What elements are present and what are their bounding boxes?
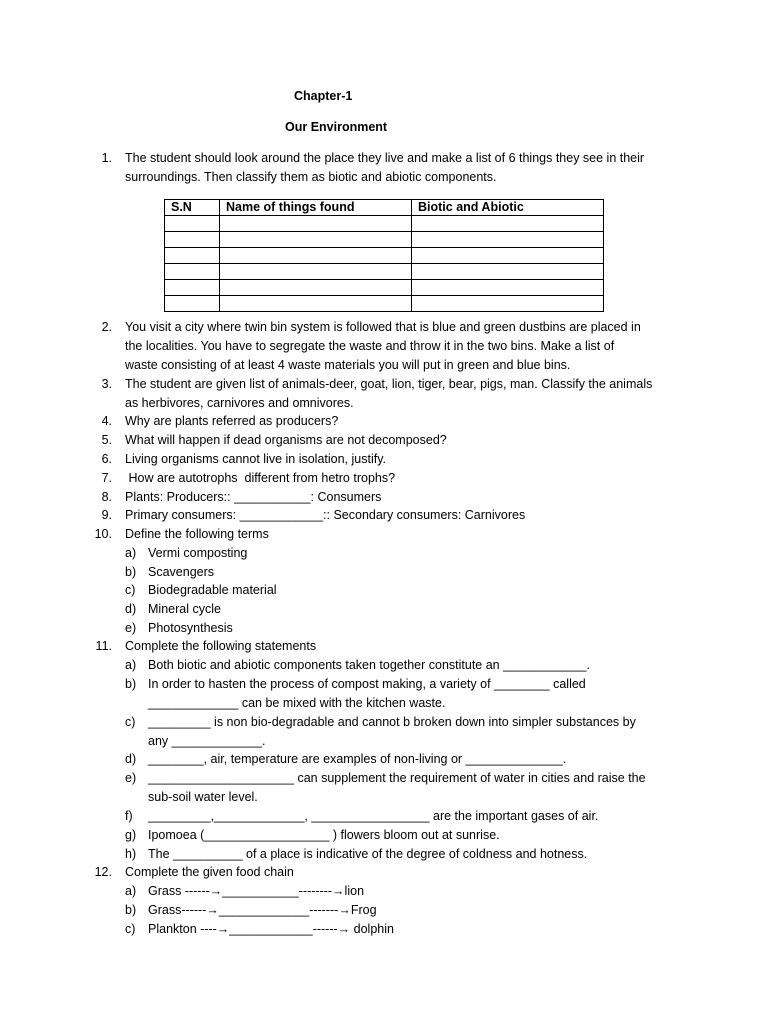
item-text: any _____________. xyxy=(148,734,266,748)
question-number: 3. xyxy=(101,377,112,391)
item-text: Ipomoea (__________________ ) flowers bloom out at sunrise. xyxy=(148,828,500,842)
table-cell[interactable] xyxy=(165,264,220,280)
question-text: Plants: Producers:: ___________: Consumers xyxy=(125,490,382,504)
table-cell[interactable] xyxy=(412,264,604,280)
table-cell[interactable] xyxy=(220,264,412,280)
table-cell[interactable] xyxy=(165,296,220,312)
table-row xyxy=(165,232,604,248)
table-cell[interactable] xyxy=(412,232,604,248)
item-letter: a) xyxy=(125,546,137,560)
question-text: surroundings. Then classify them as biotic and abiotic components. xyxy=(125,170,497,184)
question-text: as herbivores, carnivores and omnivores. xyxy=(125,396,354,410)
question-text: Primary consumers: ____________:: Secondary consumers: Carnivores xyxy=(125,508,526,522)
item-letter: e) xyxy=(125,621,137,635)
item-letter: h) xyxy=(125,847,137,861)
question-text: You visit a city where twin bin system is followed that is blue and green dustbins are placed in xyxy=(125,320,641,334)
item-letter: a) xyxy=(125,884,137,898)
item-letter: c) xyxy=(125,715,136,729)
question-text: Define the following terms xyxy=(125,527,269,541)
table-row xyxy=(165,264,604,280)
item-text: _____________________ can supplement the requirement of water in cities and raise the xyxy=(148,771,646,785)
table-header-cell: S.N xyxy=(165,200,220,216)
table-cell[interactable] xyxy=(412,248,604,264)
food-chain-text: Grass ------→___________--------→lion xyxy=(148,884,365,898)
item-text: _________ is non bio-degradable and cannot b broken down into simpler substances by xyxy=(148,715,636,729)
item-text: _____________ can be mixed with the kitchen waste. xyxy=(148,696,446,710)
things-table xyxy=(164,199,604,312)
table-header-row xyxy=(165,200,604,216)
question-number: 12. xyxy=(94,865,112,879)
question-text: the localities. You have to segregate the waste and throw it in the two bins. Make a list of xyxy=(125,339,615,353)
table-row xyxy=(165,216,604,232)
chapter-title: Chapter-1 xyxy=(294,89,353,103)
item-text: The __________ of a place is indicative of the degree of coldness and hotness. xyxy=(148,847,588,861)
table-cell[interactable] xyxy=(220,232,412,248)
item-text: Scavengers xyxy=(148,565,215,579)
item-text: Photosynthesis xyxy=(148,621,233,635)
item-text: ________, air, temperature are examples of non-living or ______________. xyxy=(148,752,567,766)
item-text: Mineral cycle xyxy=(148,602,221,616)
item-letter: d) xyxy=(125,602,137,616)
item-text: sub-soil water level. xyxy=(148,790,258,804)
question-text: The student should look around the place they live and make a list of 6 things they see in their xyxy=(125,151,645,165)
item-text: In order to hasten the process of compost making, a variety of ________ called xyxy=(148,677,586,691)
question-text: Living organisms cannot live in isolation, justify. xyxy=(125,452,387,466)
item-text: Biodegradable material xyxy=(148,583,277,597)
question-number: 4. xyxy=(101,414,112,428)
item-letter: b) xyxy=(125,565,137,579)
table-cell[interactable] xyxy=(165,216,220,232)
food-chain-text: Grass------→_____________-------→Frog xyxy=(148,903,377,917)
item-letter: g) xyxy=(125,828,137,842)
question-number: 2. xyxy=(101,320,112,334)
item-letter: b) xyxy=(125,677,137,691)
item-letter: c) xyxy=(125,583,136,597)
food-chain-text: Plankton ----→____________------→ dolphin xyxy=(148,922,394,936)
item-text: Both biotic and abiotic components taken together constitute an ____________. xyxy=(148,658,590,672)
question-number: 11. xyxy=(95,639,112,653)
question-number: 5. xyxy=(101,433,112,447)
question-number: 10. xyxy=(94,527,112,541)
question-text: The student are given list of animals-deer, goat, lion, tiger, bear, pigs, man. Classify the animals xyxy=(125,377,653,391)
item-letter: c) xyxy=(125,922,136,936)
question-text: How are autotrophs different from hetro trophs? xyxy=(125,471,396,485)
question-text: Complete the following statements xyxy=(125,639,317,653)
table-row xyxy=(165,280,604,296)
table-cell[interactable] xyxy=(220,216,412,232)
question-number: 8. xyxy=(101,490,112,504)
item-letter: b) xyxy=(125,903,137,917)
question-number: 1. xyxy=(101,151,112,165)
question-text: waste consisting of at least 4 waste materials you will put in green and blue bins. xyxy=(125,358,571,372)
question-number: 6. xyxy=(101,452,112,466)
item-letter: d) xyxy=(125,752,137,766)
table-cell[interactable] xyxy=(220,248,412,264)
table-row xyxy=(165,248,604,264)
table-cell[interactable] xyxy=(165,248,220,264)
item-letter: e) xyxy=(125,771,137,785)
table-cell[interactable] xyxy=(165,280,220,296)
item-text: Vermi composting xyxy=(148,546,248,560)
table-cell[interactable] xyxy=(220,296,412,312)
item-letter: f) xyxy=(125,809,133,823)
table-cell[interactable] xyxy=(220,280,412,296)
item-letter: a) xyxy=(125,658,137,672)
chapter-subtitle: Our Environment xyxy=(285,120,388,134)
table-cell[interactable] xyxy=(412,216,604,232)
question-text: Why are plants referred as producers? xyxy=(125,414,339,428)
question-text: Complete the given food chain xyxy=(125,865,294,879)
item-text: _________,_____________, _________________ are the important gases of air. xyxy=(148,809,599,823)
table-header-cell: Biotic and Abiotic xyxy=(412,200,604,216)
question-text: What will happen if dead organisms are not decomposed? xyxy=(125,433,447,447)
question-number: 9. xyxy=(101,508,112,522)
table-header-cell: Name of things found xyxy=(220,200,412,216)
table-row xyxy=(165,296,604,312)
table-cell[interactable] xyxy=(165,232,220,248)
table-cell[interactable] xyxy=(412,280,604,296)
question-number: 7. xyxy=(101,471,112,485)
table-cell[interactable] xyxy=(412,296,604,312)
